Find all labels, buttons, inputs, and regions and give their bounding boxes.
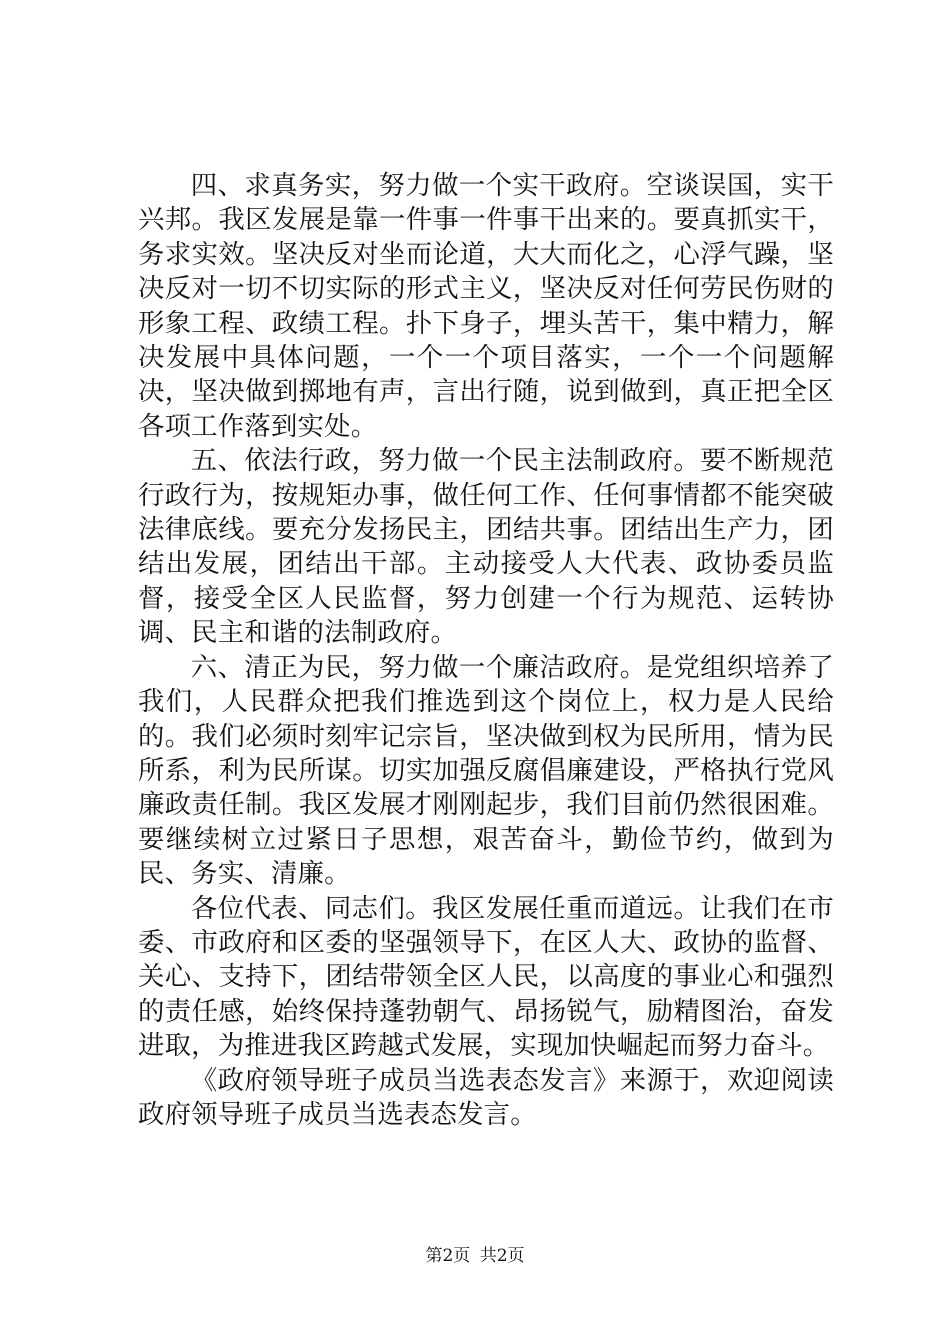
paragraph-6: 六、清正为民，努力做一个廉洁政府。是党组织培养了我们，人民群众把我们推选到这个岗位上，权力是人民给的。我们必须时刻牢记宗旨，坚决做到权为民所用，情为民所系，利为民所谋。切实加强反腐倡廉建设，严格执行党风廉政责任制。我区发展才刚刚起步，我们目前仍然很困难。要继续树立过紧日子思想，艰苦奋斗，勤俭节约，做到为民、务实、清廉。 — [138, 651, 834, 890]
page-number: 第2页 — [425, 1246, 471, 1266]
closing-paragraph: 各位代表、同志们。我区发展任重而道远。让我们在市委、市政府和区委的坚强领导下，在区人大、政协的监督、关心、支持下，团结带领全区人民，以高度的事业心和强烈的责任感，始终保持蓬勃朝气、昂扬锐气，励精图治，奋发进取，为推进我区跨越式发展，实现加快崛起而努力奋斗。 — [138, 892, 834, 1062]
document-body — [138, 169, 834, 1132]
paragraph-5: 五、依法行政，努力做一个民主法制政府。要不断规范行政行为，按规矩办事，做任何工作、任何事情都不能突破法律底线。要充分发扬民主，团结共事。团结出生产力，团结出发展，团结出干部。主动接受人大代表、政协委员监督，接受全区人民监督，努力创建一个行为规范、运转协调、民主和谐的法制政府。 — [138, 445, 834, 649]
paragraph-4: 四、求真务实，努力做一个实干政府。空谈误国，实干兴邦。我区发展是靠一件事一件事干出来的。要真抓实干，务求实效。坚决反对坐而论道，大大而化之，心浮气躁，坚决反对一切不切实际的形式主义，坚决反对任何劳民伤财的形象工程、政绩工程。扑下身子，埋头苦干，集中精力，解决发展中具体问题，一个一个项目落实，一个一个问题解决，坚决做到掷地有声，言出行随，说到做到，真正把全区各项工作落到实处。 — [138, 170, 834, 442]
page-total: 共2页 — [479, 1246, 525, 1266]
source-note: 《政府领导班子成员当选表态发言》来源于，欢迎阅读政府领导班子成员当选表态发言。 — [138, 1064, 834, 1130]
page-footer — [0, 1245, 950, 1267]
